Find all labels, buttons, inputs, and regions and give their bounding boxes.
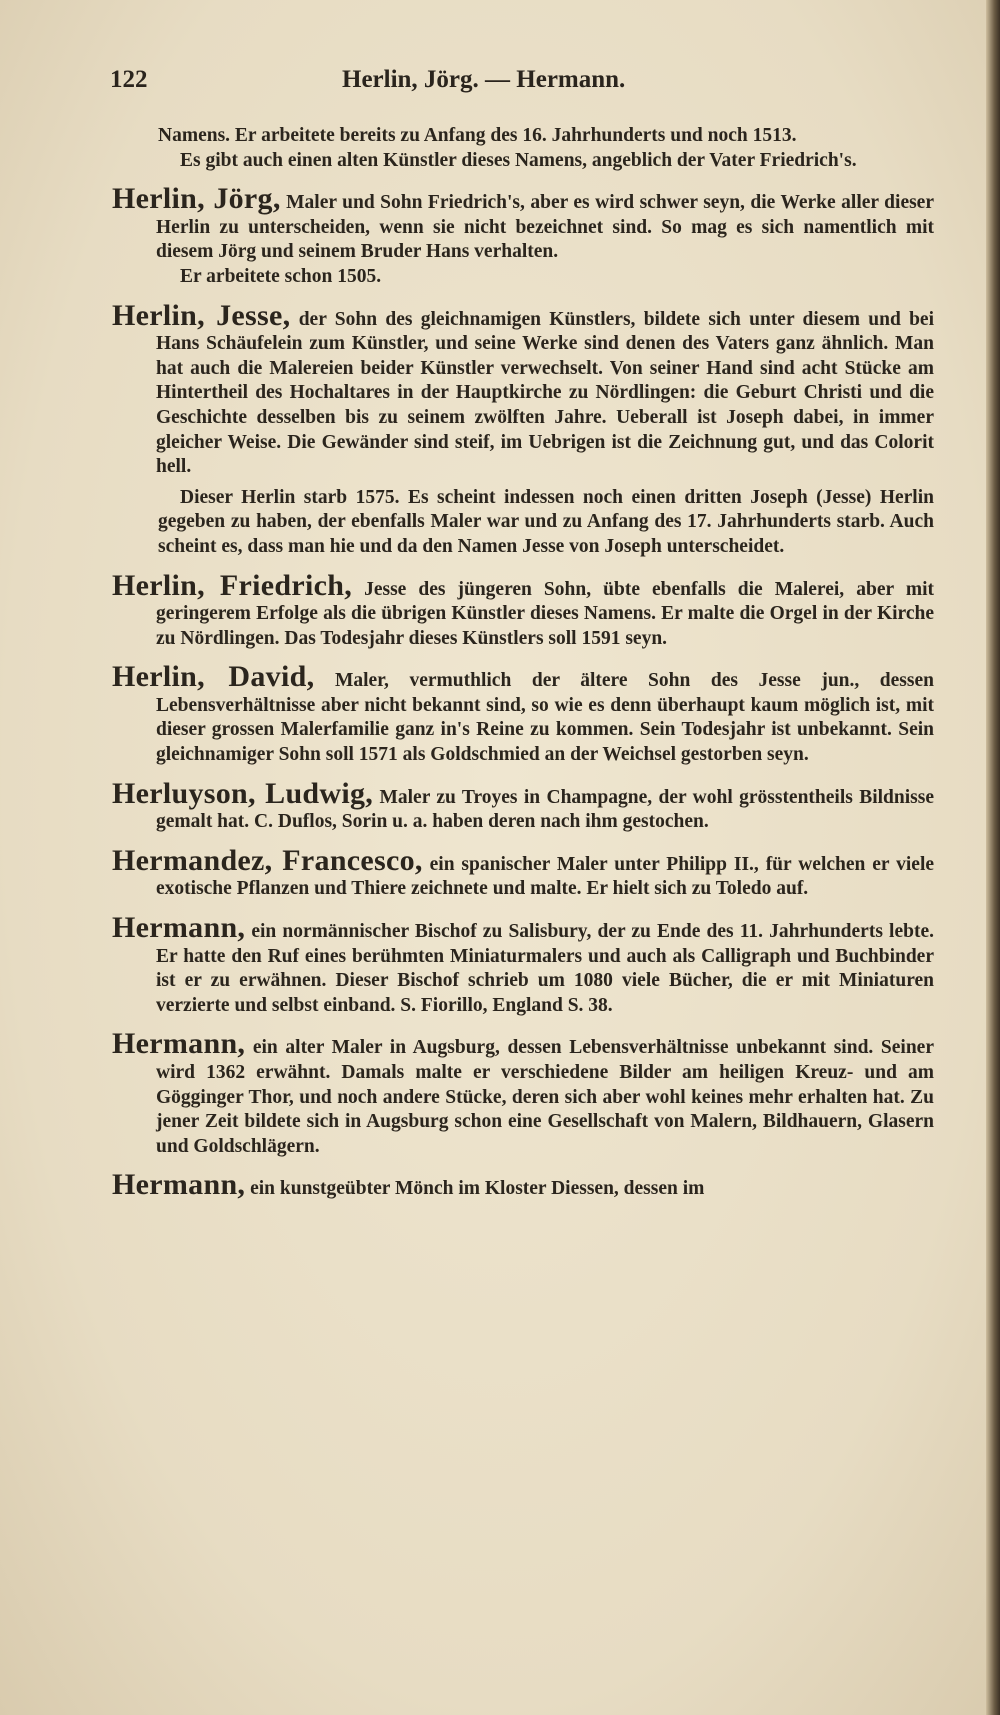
entry xyxy=(112,776,934,835)
entry-text: ein normännischer Bischof zu Salisbury, der zu Ende des 11. Jahrhunderts lebte. Er hatte den Ruf eines berühmten Miniaturmalers und auch als Calligraph und Buchbinder ist er zu erwähnen. Dieser Bischof schrieb um 1080 viele Bücher, die er mit Miniaturen verzierte und selbst einband. S. Fiorillo, England S. 38. xyxy=(156,921,934,1016)
entry xyxy=(112,660,934,767)
headword: Herlin, Friedrich, xyxy=(112,568,353,602)
entry xyxy=(112,1168,934,1202)
dictionary-text xyxy=(112,124,934,1202)
headword: Hermandez, Francesco, xyxy=(112,843,423,877)
entry xyxy=(112,911,934,1018)
entry xyxy=(112,843,935,902)
entry-text: der Sohn des gleichnamigen Künstlers, bildete sich unter diesem und bei Hans Schäufelein zum Künstler, und seine Werke sind denen des Vaters ganz ähnlich. Man hat auch die Malereien beider Künstler verwechselt. Von seiner Hand sind acht Stücke am Hintertheil des Hochaltares in der Hauptkirche zu Nördlingen: die Geburt Christi und die Geschichte desselben bis zu seinem zwölften Jahre. Ueberall ist Joseph dabei, in immer gleicher Weise. Die Gewänder sind steif, im Uebrigen ist die Zeichnung gut, und das Colorit hell. xyxy=(156,308,934,478)
entry-text: Maler und Sohn Friedrich's, aber es wird schwer seyn, die Werke aller dieser Herlin zu unterscheiden, wenn sie nicht bezeichnet sind. So mag es sich namentlich mit diesem Jörg und seinem Bruder Hans verhalten. xyxy=(156,192,934,263)
continued-paragraph: Namens. Er arbeitete bereits zu Anfang des 16. Jahrhunderts und noch 1513. xyxy=(158,125,797,146)
headword: Herlin, Jörg, xyxy=(112,182,281,216)
headword: Herlin, Jesse, xyxy=(112,298,291,332)
headword: Hermann, xyxy=(112,911,246,945)
page-number: 122 xyxy=(110,66,148,93)
paragraph: Es gibt auch einen alten Künstler dieses Namens, angeblich der Vater Friedrich's. xyxy=(180,149,857,171)
headword: Herluyson, Ludwig, xyxy=(112,776,374,810)
book-edge xyxy=(986,0,1000,1715)
entry-text: Jesse des jüngeren Sohn, übte ebenfalls die Malerei, aber mit geringerem Erfolge als die übrigen Künstler dieses Namens. Er malte die Orgel in der Kirche zu Nördlingen. Das Todesjahr dieses Künstlers soll 1591 seyn. xyxy=(156,578,934,649)
entry-text: Maler, vermuthlich der ältere Sohn des Jesse jun., dessen Lebensverhältnisse aber nicht bekannt sind, so wie es denn überhaupt kaum möglich ist, mit dieser grossen Malerfamilie ganz in's Reine zu kommen. Sein Todesjahr ist unbekannt. Sein gleichnamiger Sohn soll 1571 als Goldschmied an der Weichsel gestorben seyn. xyxy=(156,670,934,766)
entry-text: ein alter Maler in Augsburg, dessen Lebensverhältnisse unbekannt sind. Seiner wird 1362 erwähnt. Damals malte er verschiedene Bilder am heiligen Kreuz- und am Gögginger Thor, und noch andere Stücke, deren sich aber wohl keines mehr erhalten hat. Zu jener Zeit bildete sich in Augsburg schon eine Gesellschaft von Malern, Bildhauern, Glasern und Goldschlägern. xyxy=(156,1037,934,1157)
headword: Hermann, xyxy=(112,1168,246,1202)
paragraph: Dieser Herlin starb 1575. Es scheint indessen noch einen dritten Joseph (Jesse) Herlin gegeben zu haben, der ebenfalls Maler war und zu Anfang des 17. Jahrhunderts starb. Auch scheint es, dass man hie und da den Namen Jesse von Joseph unterscheidet. xyxy=(158,486,934,557)
entry xyxy=(112,298,934,480)
entry-text: Maler zu Troyes in Champagne, der wohl grösstentheils Bildnisse gemalt hat. C. Duflos, Sorin u. a. haben deren nach ihm gestochen. xyxy=(156,786,934,833)
entry-text: ein spanischer Maler unter Philipp II., für welchen er viele exotische Pflanzen und Thiere zeichnete und malte. Er hielt sich zu Toledo auf. xyxy=(156,853,935,900)
entry xyxy=(112,1027,934,1159)
running-head: Herlin, Jörg. — Hermann. xyxy=(342,66,626,93)
page-header xyxy=(110,66,940,106)
entry xyxy=(112,568,934,652)
headword: Herlin, David, xyxy=(112,660,315,694)
headword: Hermann, xyxy=(112,1027,246,1061)
entry xyxy=(112,182,934,265)
paragraph: Er arbeitete schon 1505. xyxy=(180,265,382,287)
entry-text: ein kunstgeübter Mönch im Kloster Diessen, dessen im xyxy=(245,1178,705,1200)
